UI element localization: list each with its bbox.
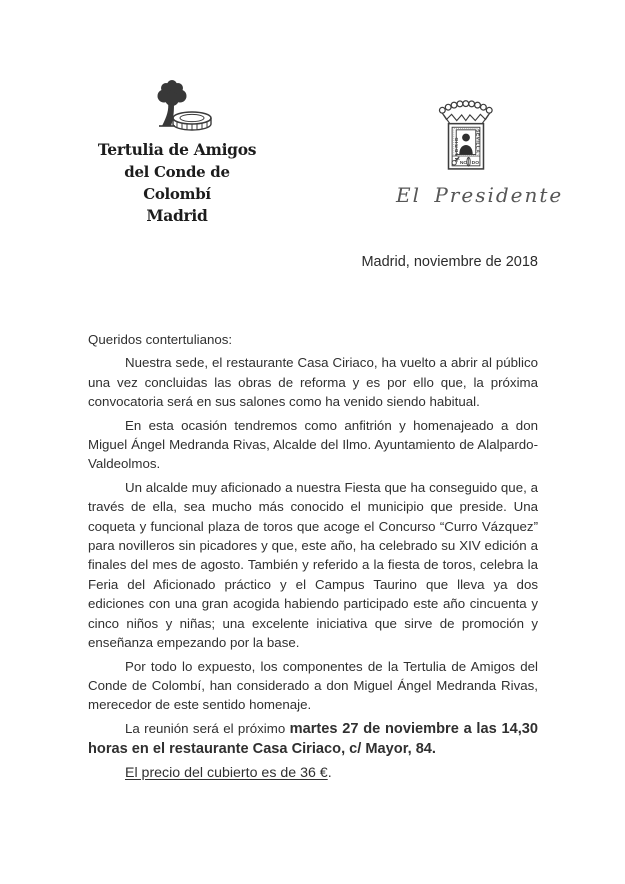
paragraph-2: En esta ocasión tendremos como anfitrión y homenajeado a don Miguel Ángel Medranda Rivas, Alcalde del Ilmo. Ayuntamiento de Alalpardo-Valdeolmos. xyxy=(88,417,538,472)
president-letterhead xyxy=(396,100,564,207)
org-name-line1: Tertulia de Amigos xyxy=(97,140,257,159)
price-period: . xyxy=(327,764,332,781)
crowned-madrid-sevilla-crest-icon xyxy=(434,100,498,172)
org-name-line3: Madrid xyxy=(146,206,208,225)
meeting-announcement xyxy=(88,719,538,760)
dateline: Madrid, noviembre de 2018 xyxy=(361,254,538,270)
org-name xyxy=(96,139,258,227)
president-signature: El Presidente xyxy=(396,183,564,207)
salutation: Queridos contertulianos: xyxy=(88,332,233,347)
org-name-line2: del Conde de Colombí xyxy=(124,163,230,203)
price-line xyxy=(88,764,538,783)
paragraph-4: Por todo lo expuesto, los componentes de la Tertulia de Amigos del Conde de Colombí, han considerado a don Miguel Ángel Medranda Rivas, merecedor de este sentido homenaje. xyxy=(88,658,538,713)
tertulia-letterhead xyxy=(96,80,258,227)
tree-and-bullring-icon xyxy=(150,80,220,134)
meeting-details-bold: martes 27 de noviembre a las 14,30 horas en el restaurante Casa Ciriaco, c/ Mayor, 84. xyxy=(88,720,538,758)
crest-motto-right: DO xyxy=(471,160,480,166)
paragraph-3: Un alcalde muy aficionado a nuestra Fiesta que ha conseguido que, a través de ella, sea mucho más conocido el municipio que preside. Una coqueta y funcional plaza de toros que acoge el Concurso “Curro Vázquez” para novilleros sin picadores y que, este año, ha celebrado su XIV edición a finales del mes de agosto. También y referido a la fiesta de toros, celebra la Feria del Aficionado práctico y el Campus Taurino que lleva ya dos ediciones con una gran acogida habiendo participado este año cincuenta y cinco niños y niñas; una excelente iniciativa que sirve de promoción y enseñanza empezando por la base. xyxy=(88,479,538,651)
crest-right-text: SEVILLA xyxy=(475,129,481,154)
price-underlined-text: El precio del cubierto es de 36 € xyxy=(125,764,328,781)
meeting-prefix: La reunión será el próximo xyxy=(125,720,290,736)
paragraph-1: Nuestra sede, el restaurante Casa Ciriaco, ha vuelto a abrir al público una vez concluidas las obras de reforma y es por ello que, la próxima convocatoria será en sus salones como ha venido siendo habitual. xyxy=(88,355,538,410)
crest-left-text: MADRID xyxy=(454,136,460,162)
crest-motto-left: NO xyxy=(459,160,468,166)
letter-body xyxy=(88,330,538,787)
